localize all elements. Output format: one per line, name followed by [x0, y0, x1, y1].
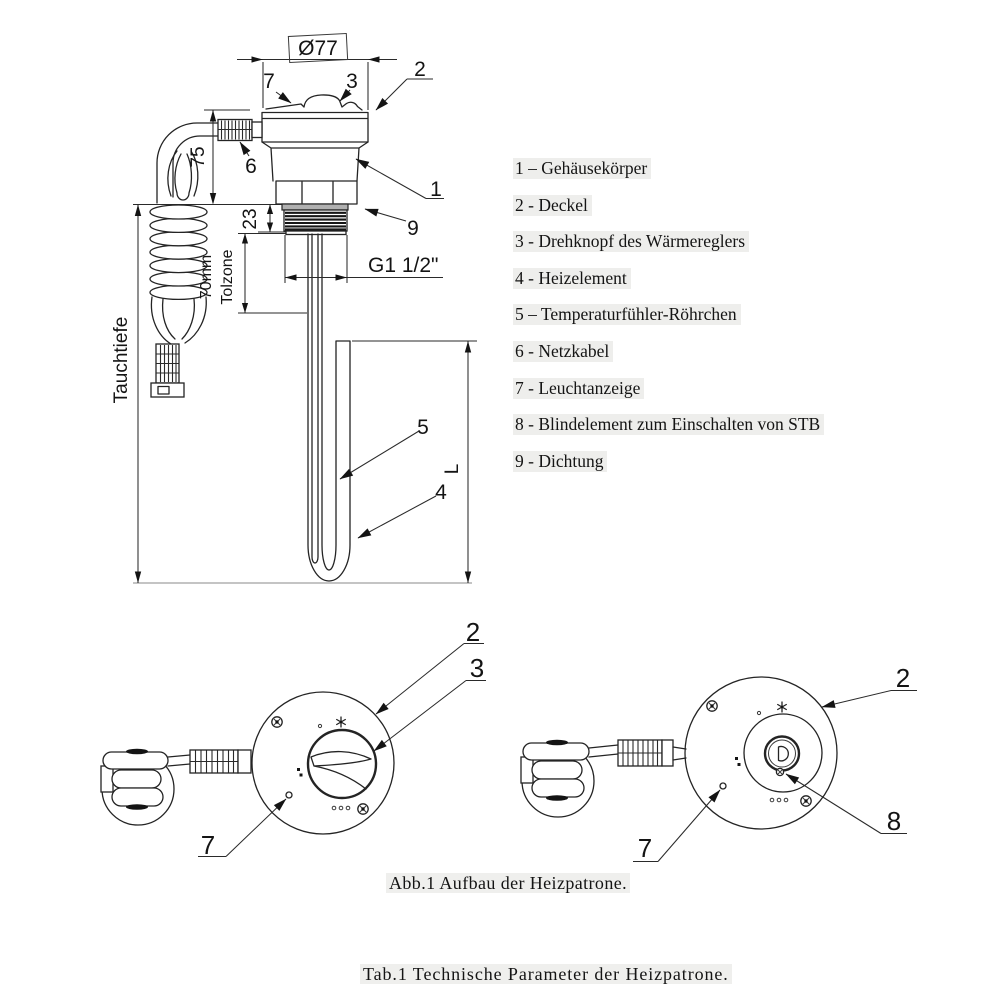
callout-9-gasket [365, 209, 419, 240]
legend-item-label: 2 - Deckel [513, 195, 592, 216]
callout-number: 7 [200, 830, 216, 860]
callout-5-sensor-tube [340, 416, 429, 479]
legend-item-label: 8 - Blindelement zum Einschalten von STB [513, 414, 824, 435]
legend-item-label: 4 - Heizelement [513, 268, 631, 289]
legend-item-label: 5 – Temperaturfühler-Röhrchen [513, 304, 741, 325]
dimension-immersion-depth [111, 205, 141, 584]
callout-1-housing [356, 159, 444, 201]
legend-item-label: 1 – Gehäusekörper [513, 158, 651, 179]
stb-blind-element [776, 768, 783, 775]
flange [286, 231, 346, 235]
callout-7-light-front [198, 799, 286, 860]
legend-item-label: 3 - Drehknopf des Wärmereglers [513, 231, 749, 252]
dial-mark [738, 763, 741, 766]
screw-icon [358, 804, 368, 814]
callout-number: 3 [346, 70, 358, 93]
cable-gland [218, 120, 262, 141]
dim-23-label: 23 [240, 208, 261, 230]
callout-number: 3 [469, 653, 485, 683]
dim-tolzone-value: 70mm [198, 254, 215, 300]
cable-gland-front [190, 750, 251, 773]
dim-thread-label: G1 1/2" [368, 254, 439, 277]
callout-3-knob [340, 70, 358, 101]
power-plug [101, 749, 174, 825]
indicator-light [286, 792, 292, 798]
legend-item-8 [513, 406, 824, 443]
cable-gland-front [618, 740, 673, 766]
callout-number: 2 [895, 663, 911, 693]
defrost-star-icon [778, 702, 787, 712]
callout-2-cover-front [822, 663, 917, 707]
callout-7-light-front [633, 790, 720, 863]
cord [168, 755, 190, 766]
legend-item-label: 7 - Leuchtanzeige [513, 378, 644, 399]
dimension-thread-length-23 [240, 205, 286, 233]
dial-dots [332, 806, 350, 810]
side-view-drawing [111, 34, 477, 583]
pipe-thread [284, 210, 347, 231]
callout-7-indicator [263, 70, 291, 103]
indicator-light [720, 783, 726, 789]
parts-legend [513, 150, 824, 479]
legend-item-9 [513, 443, 824, 480]
legend-item-5 [513, 296, 824, 333]
cover-deckel [262, 113, 368, 143]
callout-6-cable [240, 142, 257, 178]
callout-number: 2 [414, 58, 426, 81]
plug-end [151, 344, 184, 397]
dim-L-label: L [442, 463, 463, 475]
dim-tauchtiefe-label: Tauchtiefe [111, 316, 132, 404]
callout-number: 1 [430, 178, 442, 201]
callout-number: 5 [417, 416, 429, 439]
front-view-with-knob [101, 617, 486, 860]
dim-75-label: 75 [188, 146, 209, 168]
legend-item-7 [513, 370, 824, 407]
dimension-tolerance-zone [198, 234, 307, 314]
figure-caption [386, 873, 630, 894]
figure-caption-text: Abb.1 Aufbau der Heizpatrone. [386, 873, 630, 893]
cord [589, 745, 618, 757]
legend-item-3 [513, 223, 824, 260]
callout-number: 4 [435, 481, 447, 504]
legend-item-4 [513, 260, 824, 297]
spindle-d-slot [779, 747, 789, 761]
knob-profile [266, 95, 362, 110]
callout-number: 7 [263, 70, 275, 93]
cover-face [685, 677, 837, 829]
screw-icon [272, 717, 282, 727]
heating-element-tubes [308, 234, 350, 581]
callout-number: 9 [407, 217, 419, 240]
gasket-dichtung [282, 204, 348, 210]
callout-number: 8 [886, 806, 902, 836]
dial-mark [318, 724, 321, 727]
dimension-thread-size [285, 235, 443, 283]
table-caption-text: Tab.1 Technische Parameter der Heizpatrone. [360, 964, 732, 984]
callout-2-cover [376, 58, 433, 110]
cover-face [252, 692, 394, 834]
dial-mark [300, 774, 303, 777]
screw-icon [707, 701, 717, 711]
spindle-hub [765, 737, 799, 771]
callout-2-cover-front [376, 617, 484, 714]
dimension-diameter-77 [237, 34, 397, 110]
spindle-hub-ring [769, 740, 796, 767]
screw-icon [801, 796, 811, 806]
gland-connection [673, 747, 686, 760]
cable-tail-loop [151, 297, 206, 344]
hex-nut [276, 181, 357, 204]
table-caption [360, 964, 732, 985]
housing-gehaeusekoerper [262, 142, 368, 181]
knob-grip-wing [311, 752, 371, 789]
callout-number: 2 [465, 617, 481, 647]
legend-item-1 [513, 150, 824, 187]
power-plug [521, 740, 594, 817]
dial-dots [770, 798, 788, 802]
legend-item-6 [513, 333, 824, 370]
knob-recess [744, 714, 822, 792]
callout-number: 7 [637, 833, 653, 863]
dim-tolzone-label: Tolzone [219, 249, 236, 305]
dial-mark [757, 711, 760, 714]
dimension-element-length-L [352, 341, 477, 583]
legend-item-label: 9 - Dichtung [513, 451, 607, 472]
dial-mark [735, 757, 738, 760]
callout-4-heating-element [358, 481, 447, 538]
dim-diameter-label: Ø77 [298, 37, 338, 60]
callout-number: 6 [245, 155, 257, 178]
callout-8-blind-element [786, 774, 907, 836]
legend-item-label: 6 - Netzkabel [513, 341, 613, 362]
legend-item-2 [513, 187, 824, 224]
defrost-star-icon [337, 717, 346, 727]
dial-mark [297, 768, 300, 771]
front-view-without-knob [521, 663, 917, 863]
